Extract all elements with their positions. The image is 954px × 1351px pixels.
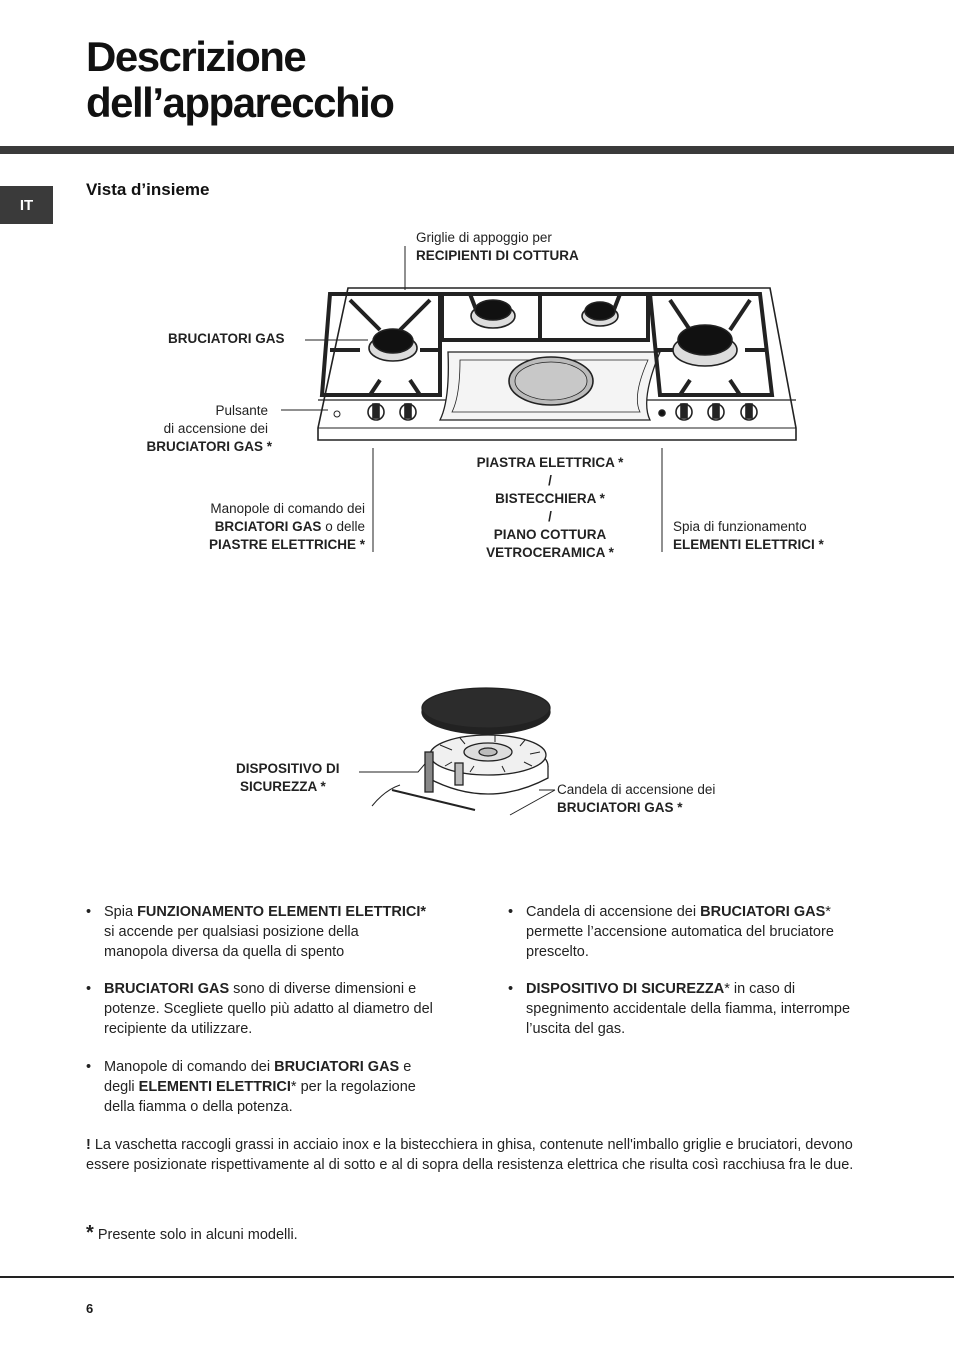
- page-title-line1: Descrizione: [86, 33, 306, 80]
- bullet-text-line: l’uscita del gas.: [526, 1021, 626, 1037]
- label-spia-line1: Spia di funzionamento: [673, 519, 807, 534]
- list-item: [86, 979, 466, 1041]
- footnote: [86, 1222, 298, 1245]
- bullet-text-bold: ELEMENTI ELETTRICI: [138, 1079, 291, 1095]
- bullet-text-part: *: [825, 904, 831, 920]
- bullet-text-part: e: [399, 1059, 412, 1075]
- bullet-text: [104, 1057, 416, 1117]
- bullet-text-part: Spia: [104, 904, 138, 920]
- label-candela-line2: BRUCIATORI GAS *: [557, 800, 683, 815]
- list-item: [86, 902, 466, 964]
- bullet-text-bold: DISPOSITIVO DI SICUREZZA: [526, 981, 725, 997]
- label-manopole-line3: PIASTRE ELETTRICHE *: [208, 537, 365, 552]
- label-manopole-line2-rest: o delle: [321, 519, 365, 534]
- label-piastra-line2: BISTECCHIERA *: [495, 491, 605, 506]
- bullet-text-bold: BRUCIATORI GAS: [274, 1059, 400, 1075]
- bullet-text-bold: FUNZIONAMENTO ELEMENTI ELETTRICI*: [137, 904, 426, 920]
- warning-note-text: La vaschetta raccogli grassi in acciaio inox e la bistecchiera in ghisa, contenute nell'imballo griglie e bruciatori, devono essere posizionate rispettivamente al di sotto e al di sopra della resistenza elettrica che risulta così racchiusa fra le due.: [86, 1137, 854, 1173]
- label-candela-line1: Candela di accensione dei: [557, 782, 716, 797]
- label-dispositivo-line2: SICUREZZA *: [240, 779, 326, 794]
- label-dispositivo: [236, 760, 340, 796]
- footer-divider: [0, 1276, 954, 1278]
- bullet-text-part: Candela di accensione dei: [526, 904, 701, 920]
- label-pulsante-line1: Pulsante: [215, 403, 268, 418]
- bullet-text-line: spegnimento accidentale della fiamma, interrompe: [526, 1001, 851, 1017]
- label-piastra-line1: PIASTRA ELETTRICA *: [476, 455, 624, 470]
- label-spia-line2: ELEMENTI ELETTRICI *: [673, 537, 824, 552]
- bullet-dot: •: [86, 1059, 92, 1075]
- bullet-text: [526, 902, 834, 962]
- bullet-text-part: degli: [104, 1079, 139, 1095]
- list-item: [508, 902, 878, 964]
- label-manopole-line2-bold: BRCIATORI GAS: [214, 519, 322, 534]
- label-griglie-line1: Griglie di appoggio per: [416, 230, 552, 245]
- footnote-text: Presente solo in alcuni modelli.: [93, 1227, 298, 1243]
- label-piastra: [455, 454, 645, 562]
- label-spia: [673, 518, 824, 554]
- bullet-text-bold: BRUCIATORI GAS: [700, 904, 826, 920]
- label-dispositivo-line1: DISPOSITIVO DI: [236, 761, 340, 776]
- bullet-text-line: si accende per qualsiasi posizione della: [104, 924, 359, 940]
- label-pulsante: [100, 402, 272, 456]
- bullet-text-line: potenze. Scegliete quello più adatto al diametro del: [104, 1001, 433, 1017]
- bullet-dot: •: [86, 981, 92, 997]
- label-manopole: [160, 500, 365, 554]
- language-tab: IT: [0, 186, 53, 224]
- label-piastra-line4: VETROCERAMICA *: [486, 545, 614, 560]
- bullet-text-part: * per la regolazione: [290, 1079, 416, 1095]
- label-piastra-line3: PIANO COTTURA: [493, 527, 607, 542]
- bullet-text-line: della fiamma o della potenza.: [104, 1099, 293, 1115]
- section-title: Vista d’insieme: [86, 180, 210, 199]
- warning-mark: !: [86, 1137, 91, 1153]
- bullet-text-line: manopola diversa da quella di spento: [104, 944, 345, 960]
- bullet-dot: •: [508, 981, 514, 997]
- label-griglie: [416, 229, 579, 265]
- footnote-mark: *: [86, 1222, 94, 1244]
- bullet-text-part: * in caso di: [724, 981, 796, 997]
- label-piastra-slash2: /: [548, 509, 552, 524]
- list-item: [508, 979, 878, 1041]
- warning-note: [86, 1136, 896, 1175]
- bullet-text-line: recipiente da utilizzare.: [104, 1021, 253, 1037]
- hob-illustration: [318, 288, 796, 440]
- label-candela: [557, 781, 715, 817]
- bullet-text-line: permette l’accensione automatica del bruciatore: [526, 924, 834, 940]
- bullet-text: [104, 979, 433, 1039]
- bullet-dot: •: [508, 904, 514, 920]
- bullet-text-line: prescelto.: [526, 944, 589, 960]
- label-pulsante-line3: BRUCIATORI GAS *: [146, 439, 272, 454]
- page-title-line2: dell’apparecchio: [86, 79, 394, 126]
- bullet-text: [526, 979, 850, 1039]
- label-piastra-slash1: /: [548, 473, 552, 488]
- label-bruciatori-gas: BRUCIATORI GAS: [168, 331, 285, 346]
- bullet-text-bold: BRUCIATORI GAS: [104, 981, 230, 997]
- bullet-dot: •: [86, 904, 92, 920]
- label-griglie-line2: RECIPIENTI DI COTTURA: [416, 248, 579, 263]
- bullet-text-part: Manopole di comando dei: [104, 1059, 275, 1075]
- bullet-text-part: sono di diverse dimensioni e: [229, 981, 417, 997]
- label-manopole-line1: Manopole di comando dei: [210, 501, 365, 516]
- page-number: 6: [86, 1301, 94, 1316]
- list-item: [86, 1057, 466, 1119]
- bullet-text: [104, 902, 426, 962]
- label-pulsante-line2: di accensione dei: [163, 421, 268, 436]
- burner-detail-illustration: [372, 688, 550, 810]
